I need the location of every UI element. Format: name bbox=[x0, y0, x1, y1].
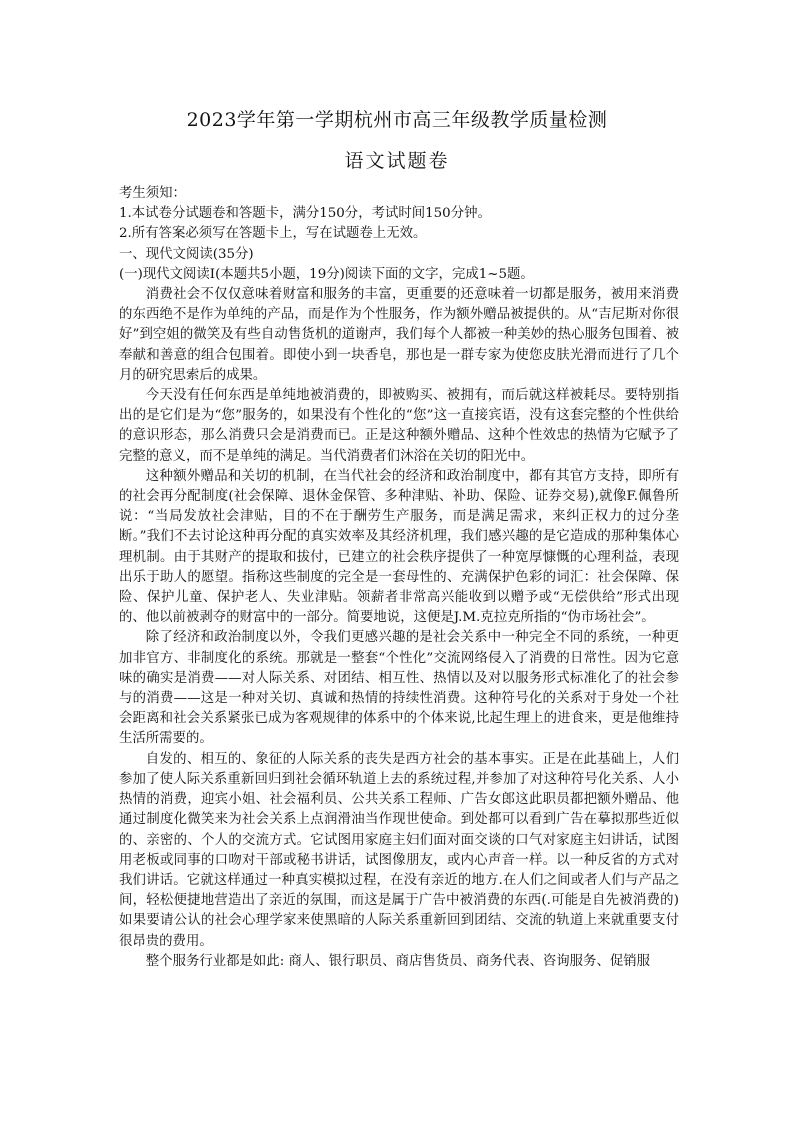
notice-heading: 考生须知： bbox=[119, 186, 186, 201]
exam-content bbox=[119, 184, 679, 972]
reading-paragraph-1: 消费社会不仅仅意味着财富和服务的丰富，更重要的还意味着一切都是服务，被用来消费的东西绝不是作为单纯的产品，而是作为个性服务，作为额外赠品被提供的。从“吉尼斯对你很好”到空姐的微笑及有些自动售货机的道谢声，我们每个人都被一种美妙的热心服务包围着、被奉献和善意的组合包围着。即使小到一块香皂，那也是一群专家为使您皮肤光滑而进行了几个月的研究思索后的成果。 bbox=[119, 287, 679, 383]
reading-paragraph-4: 除了经济和政治制度以外，令我们更感兴趣的是社会关系中一种完全不同的系统，一种更加非官方、非制度化的系统。那就是一整套“个性化”交流网络侵入了消费的日常性。因为它意味的确实是消费——对人际关系、对团结、相互性、热情以及对以服务形式标准化了的社会参与的消费——这是一种对关切、真诚和热情的持续性消费。这种符号化的关系对于身处一个社会距离和社会关系紧张已成为客观规律的体系中的个体来说,比起生理上的进食来，更是他维持生活所需要的。 bbox=[119, 630, 679, 747]
notice-item-2: 2.所有答案必须写在答题卡上，写在试题卷上无效。 bbox=[119, 226, 427, 242]
section-heading: 一、现代文阅读(35分) bbox=[119, 246, 254, 262]
page-title: 2023学年第一学期杭州市高三年级教学质量检测 bbox=[186, 109, 608, 131]
reading-paragraph-2: 今天没有任何东西是单纯地被消费的，即被购买、被拥有，而后就这样被耗尽。要特别指出的是它们是为“您”服务的，如果没有个性化的“您”这一直接宾语，没有这套完整的个性供给的意识形态，那么消费只会是消费而已。正是这种额外赠品、这种个性效忠的热情为它赋予了完整的意义，而不是单纯的满足。当代消费者们沐浴在关切的阳光中。 bbox=[119, 388, 679, 464]
reading-paragraph-5: 自发的、相互的、象征的人际关系的丧失是西方社会的基本事实。正是在此基础上，人们参加了使人际关系重新回归到社会循环轨道上去的系统过程,并参加了对这种符号化关系、人小热情的消费，迎宾小姐、社会福利员、公共关系工程师、广告女郎这此职员都把额外赠品、他通过制度化微笑来为社会关系上点润滑油当作现世使命。到处都可以看到广告在摹拟那些近似的、亲密的、个人的交流方式。它试图用家庭主妇们面对面交谈的口气对家庭主妇讲话，试图用老板或同事的口吻对干部或秘书讲话，试图像朋友，或内心声音一样。以一种反省的方式对我们讲话。它就这样通过一种真实模拟过程，在没有亲近的地方.在人们之间或者人们与产品之间，轻松便捷地营造出了亲近的氛围，而这是属于广告中被消费的东西(.可能是自先被消费的)如果要请公认的社会心理学家来使黑暗的人际关系重新回到团结、交流的轨道上来就重要支付很昂贵的费用。 bbox=[119, 751, 679, 949]
notice-item-1: 1.本试卷分试题卷和答题卡，满分150分，考试时间150分钟。 bbox=[119, 206, 491, 222]
reading-paragraph-6: 整个服务行业都是如此: 商人、银行职员、商店售货员、商务代表、咨询服务、促销服 bbox=[145, 953, 651, 969]
section-subheading: (一)现代文阅读Ⅰ(本题共5小题，19分)阅读下面的文字，完成1~5题。 bbox=[119, 266, 534, 282]
page-subtitle: 语文试题卷 bbox=[344, 150, 450, 172]
reading-paragraph-3: 这种额外赠品和关切的机制，在当代社会的经济和政治制度中，都有其官方支持，即所有的社会再分配制度(社会保障、退休金保管、多种津贴、补助、保险、证券交易),就像F.佩鲁所说：“当局发放社会津贴，目的不在于酬劳生产服务，而是满足需求，来纠正权力的过分垄断。”我们不去讨论这种再分配的真实效率及其经济机理，我们感兴趣的是它造成的那种集体心理机制。由于其财产的提取和拔付，已建立的社会秩序提供了一种宽厚慷慨的心理利益，表现出乐于助人的愿望。指称这些制度的完全是一套母性的、充满保护色彩的词汇：社会保障、保险、保护儿童、保护老人、失业津贴。领薪者非常高兴能收到以赠予或“无偿供给”形式出现的、他以前被剥夺的财富中的一部分。简要地说，这便是J.M.克拉克所指的“伪市场社会”。 bbox=[119, 468, 679, 626]
